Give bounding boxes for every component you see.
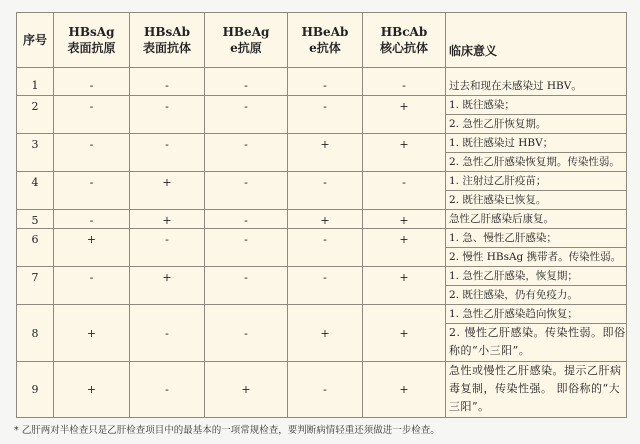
- result-cell: +: [363, 267, 446, 305]
- result-cell: +: [54, 305, 130, 362]
- result-cell: -: [288, 96, 363, 134]
- result-cell: -: [54, 172, 130, 210]
- result-cell: -: [288, 267, 363, 305]
- row-number: 6: [17, 229, 54, 267]
- header-hbsag: [54, 13, 130, 68]
- footnote: * 乙肝两对半检查只是乙肝检查项目中的最基本的一项常规检查，要判断病情轻重还须做进一步检查。: [14, 425, 440, 436]
- result-cell: -: [54, 68, 130, 96]
- row-number: 2: [17, 96, 54, 134]
- result-cell: -: [130, 229, 205, 267]
- header-seq: 序号: [17, 13, 54, 68]
- result-cell: -: [288, 68, 363, 96]
- meaning-line: 2. 既往感染已恢复。: [446, 190, 626, 209]
- header-hbcab: [363, 13, 446, 68]
- meaning-line: 2. 慢性 HBsAg 携带者。传染性弱。: [446, 247, 626, 266]
- clinical-meaning: [446, 210, 627, 229]
- marker-name: HBeAb: [301, 25, 349, 39]
- meaning-line: 2. 既往感染，仍有免疫力。: [446, 285, 626, 304]
- marker-name: HBsAg: [68, 25, 115, 39]
- meaning-line: 急性或慢性乙肝感染。提示乙肝病毒复制，传染性强。 即俗称的“大三阳”。: [449, 364, 622, 413]
- clinical-meaning: [446, 362, 627, 418]
- result-cell: -: [205, 267, 288, 305]
- clinical-meaning: [446, 305, 627, 362]
- result-cell: -: [54, 210, 130, 229]
- result-cell: +: [363, 134, 446, 172]
- clinical-meaning: [446, 229, 627, 267]
- meaning-line: 2. 急性乙肝感染恢复期。传染性弱。: [446, 152, 626, 171]
- result-cell: -: [54, 134, 130, 172]
- header-hbeag: [205, 13, 288, 68]
- result-cell: -: [130, 134, 205, 172]
- row-number: 1: [17, 68, 54, 96]
- table-row: [17, 172, 627, 210]
- table-row: [17, 210, 627, 229]
- marker-name: HBcAb: [380, 25, 428, 39]
- result-cell: -: [205, 210, 288, 229]
- result-cell: +: [130, 267, 205, 305]
- meaning-line: 1. 急性乙肝感染趋向恢复；: [449, 308, 578, 320]
- row-number: 5: [17, 210, 54, 229]
- row-number: 9: [17, 362, 54, 418]
- table-row: [17, 229, 627, 267]
- header-row: [17, 13, 627, 68]
- hbv-results-table: [16, 12, 627, 418]
- result-cell: -: [130, 362, 205, 418]
- header-hbeab: [288, 13, 363, 68]
- table-row: [17, 267, 627, 305]
- result-cell: -: [205, 229, 288, 267]
- clinical-meaning: [446, 134, 627, 172]
- marker-desc: e抗体: [309, 41, 341, 55]
- result-cell: +: [363, 96, 446, 134]
- clinical-meaning: [446, 267, 627, 305]
- meaning-line: 过去和现在未感染过 HBV。: [449, 80, 582, 92]
- result-cell: -: [205, 68, 288, 96]
- row-number: 4: [17, 172, 54, 210]
- marker-desc: 表面抗原: [67, 41, 116, 55]
- row-number: 8: [17, 305, 54, 362]
- result-cell: +: [130, 172, 205, 210]
- clinical-meaning: [446, 68, 627, 96]
- result-cell: -: [288, 362, 363, 418]
- result-cell: +: [54, 229, 130, 267]
- result-cell: -: [54, 267, 130, 305]
- result-cell: +: [363, 305, 446, 362]
- meaning-line: 2. 急性乙肝恢复期。: [446, 114, 626, 133]
- meaning-line: 急性乙肝感染后康复。: [449, 213, 554, 225]
- meaning-line: 1. 急性乙肝感染，恢复期；: [449, 270, 578, 282]
- meaning-line: 1. 急、慢性乙肝感染；: [449, 232, 557, 244]
- table-row: [17, 134, 627, 172]
- result-cell: -: [205, 134, 288, 172]
- result-cell: -: [130, 68, 205, 96]
- result-cell: -: [54, 96, 130, 134]
- table-row: [17, 305, 627, 362]
- result-cell: -: [205, 172, 288, 210]
- table-row: [17, 68, 627, 96]
- marker-name: HBsAb: [144, 25, 190, 39]
- header-hbsab: [130, 13, 205, 68]
- result-cell: +: [54, 362, 130, 418]
- result-cell: +: [288, 305, 363, 362]
- result-cell: +: [363, 362, 446, 418]
- result-cell: -: [288, 172, 363, 210]
- marker-desc: 表面抗体: [142, 41, 191, 55]
- meaning-line: 2. 慢性乙肝感染。传染性弱。即俗称的“小三阳”。: [446, 323, 626, 360]
- result-cell: -: [205, 305, 288, 362]
- marker-name: HBeAg: [222, 25, 270, 39]
- clinical-meaning: [446, 96, 627, 134]
- marker-desc: 核心抗体: [379, 41, 428, 55]
- result-cell: +: [288, 210, 363, 229]
- table-row: [17, 96, 627, 134]
- table-row: [17, 362, 627, 418]
- header-meaning: 临床意义: [446, 13, 627, 68]
- meaning-line: 1. 既往感染；: [449, 99, 515, 111]
- result-cell: -: [363, 68, 446, 96]
- marker-desc: e抗原: [230, 41, 262, 55]
- meaning-line: 1. 注射过乙肝疫苗；: [449, 175, 547, 187]
- clinical-meaning: [446, 172, 627, 210]
- result-cell: -: [205, 96, 288, 134]
- result-cell: -: [363, 172, 446, 210]
- row-number: 7: [17, 267, 54, 305]
- result-cell: -: [130, 305, 205, 362]
- result-cell: +: [363, 210, 446, 229]
- result-cell: +: [130, 210, 205, 229]
- result-cell: +: [288, 134, 363, 172]
- row-number: 3: [17, 134, 54, 172]
- result-cell: -: [288, 229, 363, 267]
- result-cell: +: [205, 362, 288, 418]
- meaning-line: 1. 既往感染过 HBV；: [449, 137, 554, 149]
- result-cell: +: [363, 229, 446, 267]
- result-cell: -: [130, 96, 205, 134]
